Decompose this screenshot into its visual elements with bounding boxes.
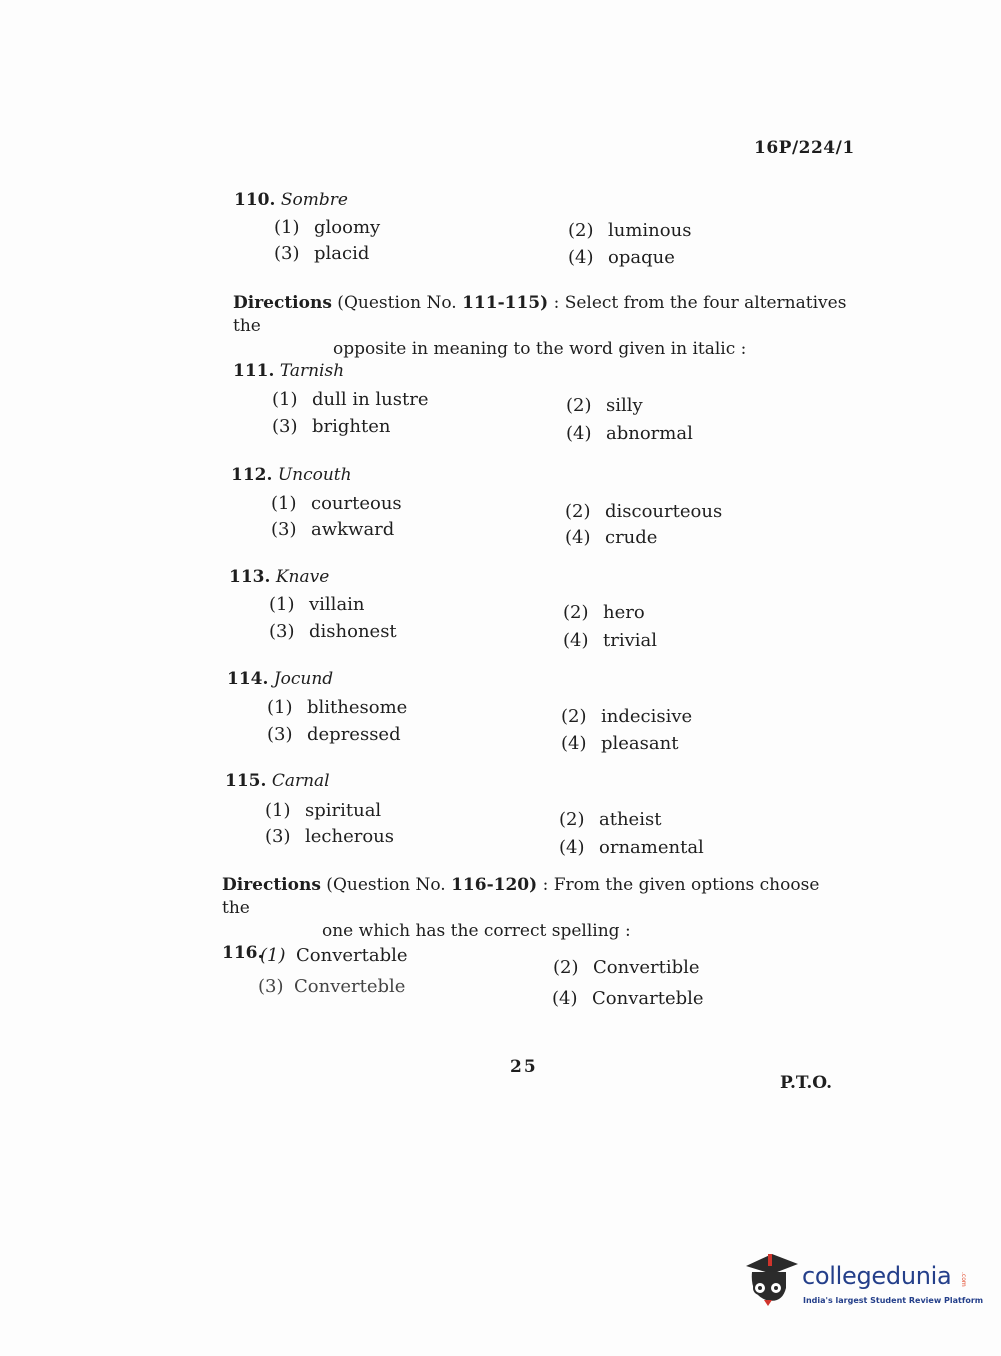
option-number: (2) [559, 809, 585, 830]
option-text: brighten [312, 416, 391, 437]
directions-label: Directions [233, 293, 332, 313]
option-text: silly [606, 395, 643, 416]
directions-label: Directions [222, 875, 321, 895]
paper-code: 16P/224/1 [754, 138, 855, 158]
question-number: 110. [234, 190, 276, 210]
option-number: (4) [566, 423, 592, 444]
logo-tagline: India's largest Student Review Platform [803, 1296, 984, 1305]
question-word: Uncouth [277, 465, 352, 485]
option-4 [566, 423, 693, 444]
question-113-stem [229, 567, 329, 587]
option-number: (4) [561, 733, 587, 754]
option-number: (3) [258, 976, 284, 997]
option-text: Convarteble [592, 988, 704, 1009]
question-word: Tarnish [279, 361, 345, 381]
option-text: crude [605, 527, 658, 548]
question-110-stem [234, 190, 348, 210]
directions-range: 111-115) [462, 293, 549, 313]
directions-text: : From the given options choose the [222, 875, 820, 918]
option-number: (1) [260, 945, 286, 966]
option-number: (2) [568, 220, 594, 241]
question-116-stem [222, 943, 263, 963]
option-number: (1) [267, 697, 293, 718]
option-4 [552, 988, 704, 1009]
option-text: indecisive [601, 706, 693, 727]
question-number: 112. [231, 465, 273, 485]
option-number: (3) [274, 243, 300, 264]
pto-label: P.T.O. [780, 1073, 832, 1093]
option-3 [269, 621, 397, 642]
option-text: gloomy [314, 217, 381, 238]
option-number: (1) [271, 493, 297, 514]
option-text: Convertible [593, 957, 700, 978]
option-text: dishonest [309, 621, 397, 642]
option-4 [561, 733, 678, 754]
directions-116-120 [222, 874, 842, 943]
option-3 [267, 724, 401, 745]
collegedunia-watermark [742, 1250, 984, 1320]
option-4 [559, 837, 704, 858]
option-number: (4) [559, 837, 585, 858]
option-number: (4) [568, 247, 594, 268]
mascot-icon [742, 1250, 800, 1310]
option-3 [271, 519, 394, 540]
option-1 [267, 697, 407, 718]
option-number: (3) [265, 826, 291, 847]
question-word: Sombre [280, 190, 348, 210]
option-3 [265, 826, 394, 847]
option-number: (1) [269, 594, 295, 615]
option-2 [561, 706, 692, 727]
option-text: ornamental [599, 837, 704, 858]
option-text: hero [603, 602, 645, 623]
question-number: 116. [222, 943, 264, 963]
option-1 [272, 389, 429, 410]
option-2 [568, 220, 691, 241]
question-number: 111. [233, 361, 275, 381]
option-text: placid [314, 243, 370, 264]
question-112-stem [231, 465, 352, 485]
option-4 [563, 630, 657, 651]
option-2 [563, 602, 645, 623]
option-4 [568, 247, 675, 268]
directions-text-line2: opposite in meaning to the word given in italic : [333, 339, 747, 359]
option-number: (3) [267, 724, 293, 745]
option-1 [271, 493, 402, 514]
question-114-stem [227, 669, 333, 689]
option-text: luminous [608, 220, 692, 241]
option-2 [566, 395, 643, 416]
option-1 [269, 594, 365, 615]
directions-111-115 [233, 292, 873, 361]
question-number: 115. [225, 771, 267, 791]
option-1 [260, 945, 408, 966]
directions-text-line2: one which has the correct spelling : [322, 921, 631, 941]
question-word: Carnal [271, 771, 330, 791]
question-115-stem [225, 771, 330, 791]
option-3 [258, 976, 405, 997]
directions-text: : Select from the four alternatives the [233, 293, 847, 336]
option-text: pleasant [601, 733, 679, 754]
option-3 [274, 243, 369, 264]
option-text: abnormal [606, 423, 693, 444]
option-number: (2) [566, 395, 592, 416]
question-number: 114. [227, 669, 269, 689]
option-2 [565, 501, 722, 522]
question-number: 113. [229, 567, 271, 587]
question-111-stem [233, 361, 344, 381]
directions-prefix: (Question No. [320, 875, 452, 895]
option-text: atheist [599, 809, 662, 830]
option-4 [565, 527, 657, 548]
option-1 [265, 800, 381, 821]
option-text: Convertable [296, 945, 408, 966]
option-text: villain [309, 594, 365, 615]
option-number: (2) [561, 706, 587, 727]
option-number: (1) [272, 389, 298, 410]
option-number: (4) [565, 527, 591, 548]
option-1 [274, 217, 380, 238]
option-number: (4) [552, 988, 578, 1009]
option-number: (3) [272, 416, 298, 437]
question-word: Jocund [273, 669, 334, 689]
directions-prefix: (Question No. [331, 293, 463, 313]
page-number: 25 [510, 1057, 538, 1077]
option-text: blithesome [307, 697, 408, 718]
option-text: lecherous [305, 826, 395, 847]
option-number: (1) [265, 800, 291, 821]
option-text: opaque [608, 247, 675, 268]
directions-range: 116-120) [451, 875, 538, 895]
logo-suffix: .com [960, 1272, 967, 1287]
question-word: Knave [275, 567, 330, 587]
option-2 [559, 809, 661, 830]
logo-name: collegedunia [802, 1262, 952, 1290]
option-number: (3) [271, 519, 297, 540]
option-number: (4) [563, 630, 589, 651]
option-text: spiritual [305, 800, 382, 821]
option-2 [553, 957, 700, 978]
option-text: dull in lustre [312, 389, 429, 410]
option-text: depressed [307, 724, 401, 745]
option-number: (2) [565, 501, 591, 522]
option-text: discourteous [605, 501, 723, 522]
option-text: trivial [603, 630, 658, 651]
option-number: (1) [274, 217, 300, 238]
option-number: (2) [553, 957, 579, 978]
option-text: awkward [311, 519, 395, 540]
option-number: (3) [269, 621, 295, 642]
option-number: (2) [563, 602, 589, 623]
option-text: Converteble [294, 976, 406, 997]
option-3 [272, 416, 390, 437]
option-text: courteous [311, 493, 402, 514]
